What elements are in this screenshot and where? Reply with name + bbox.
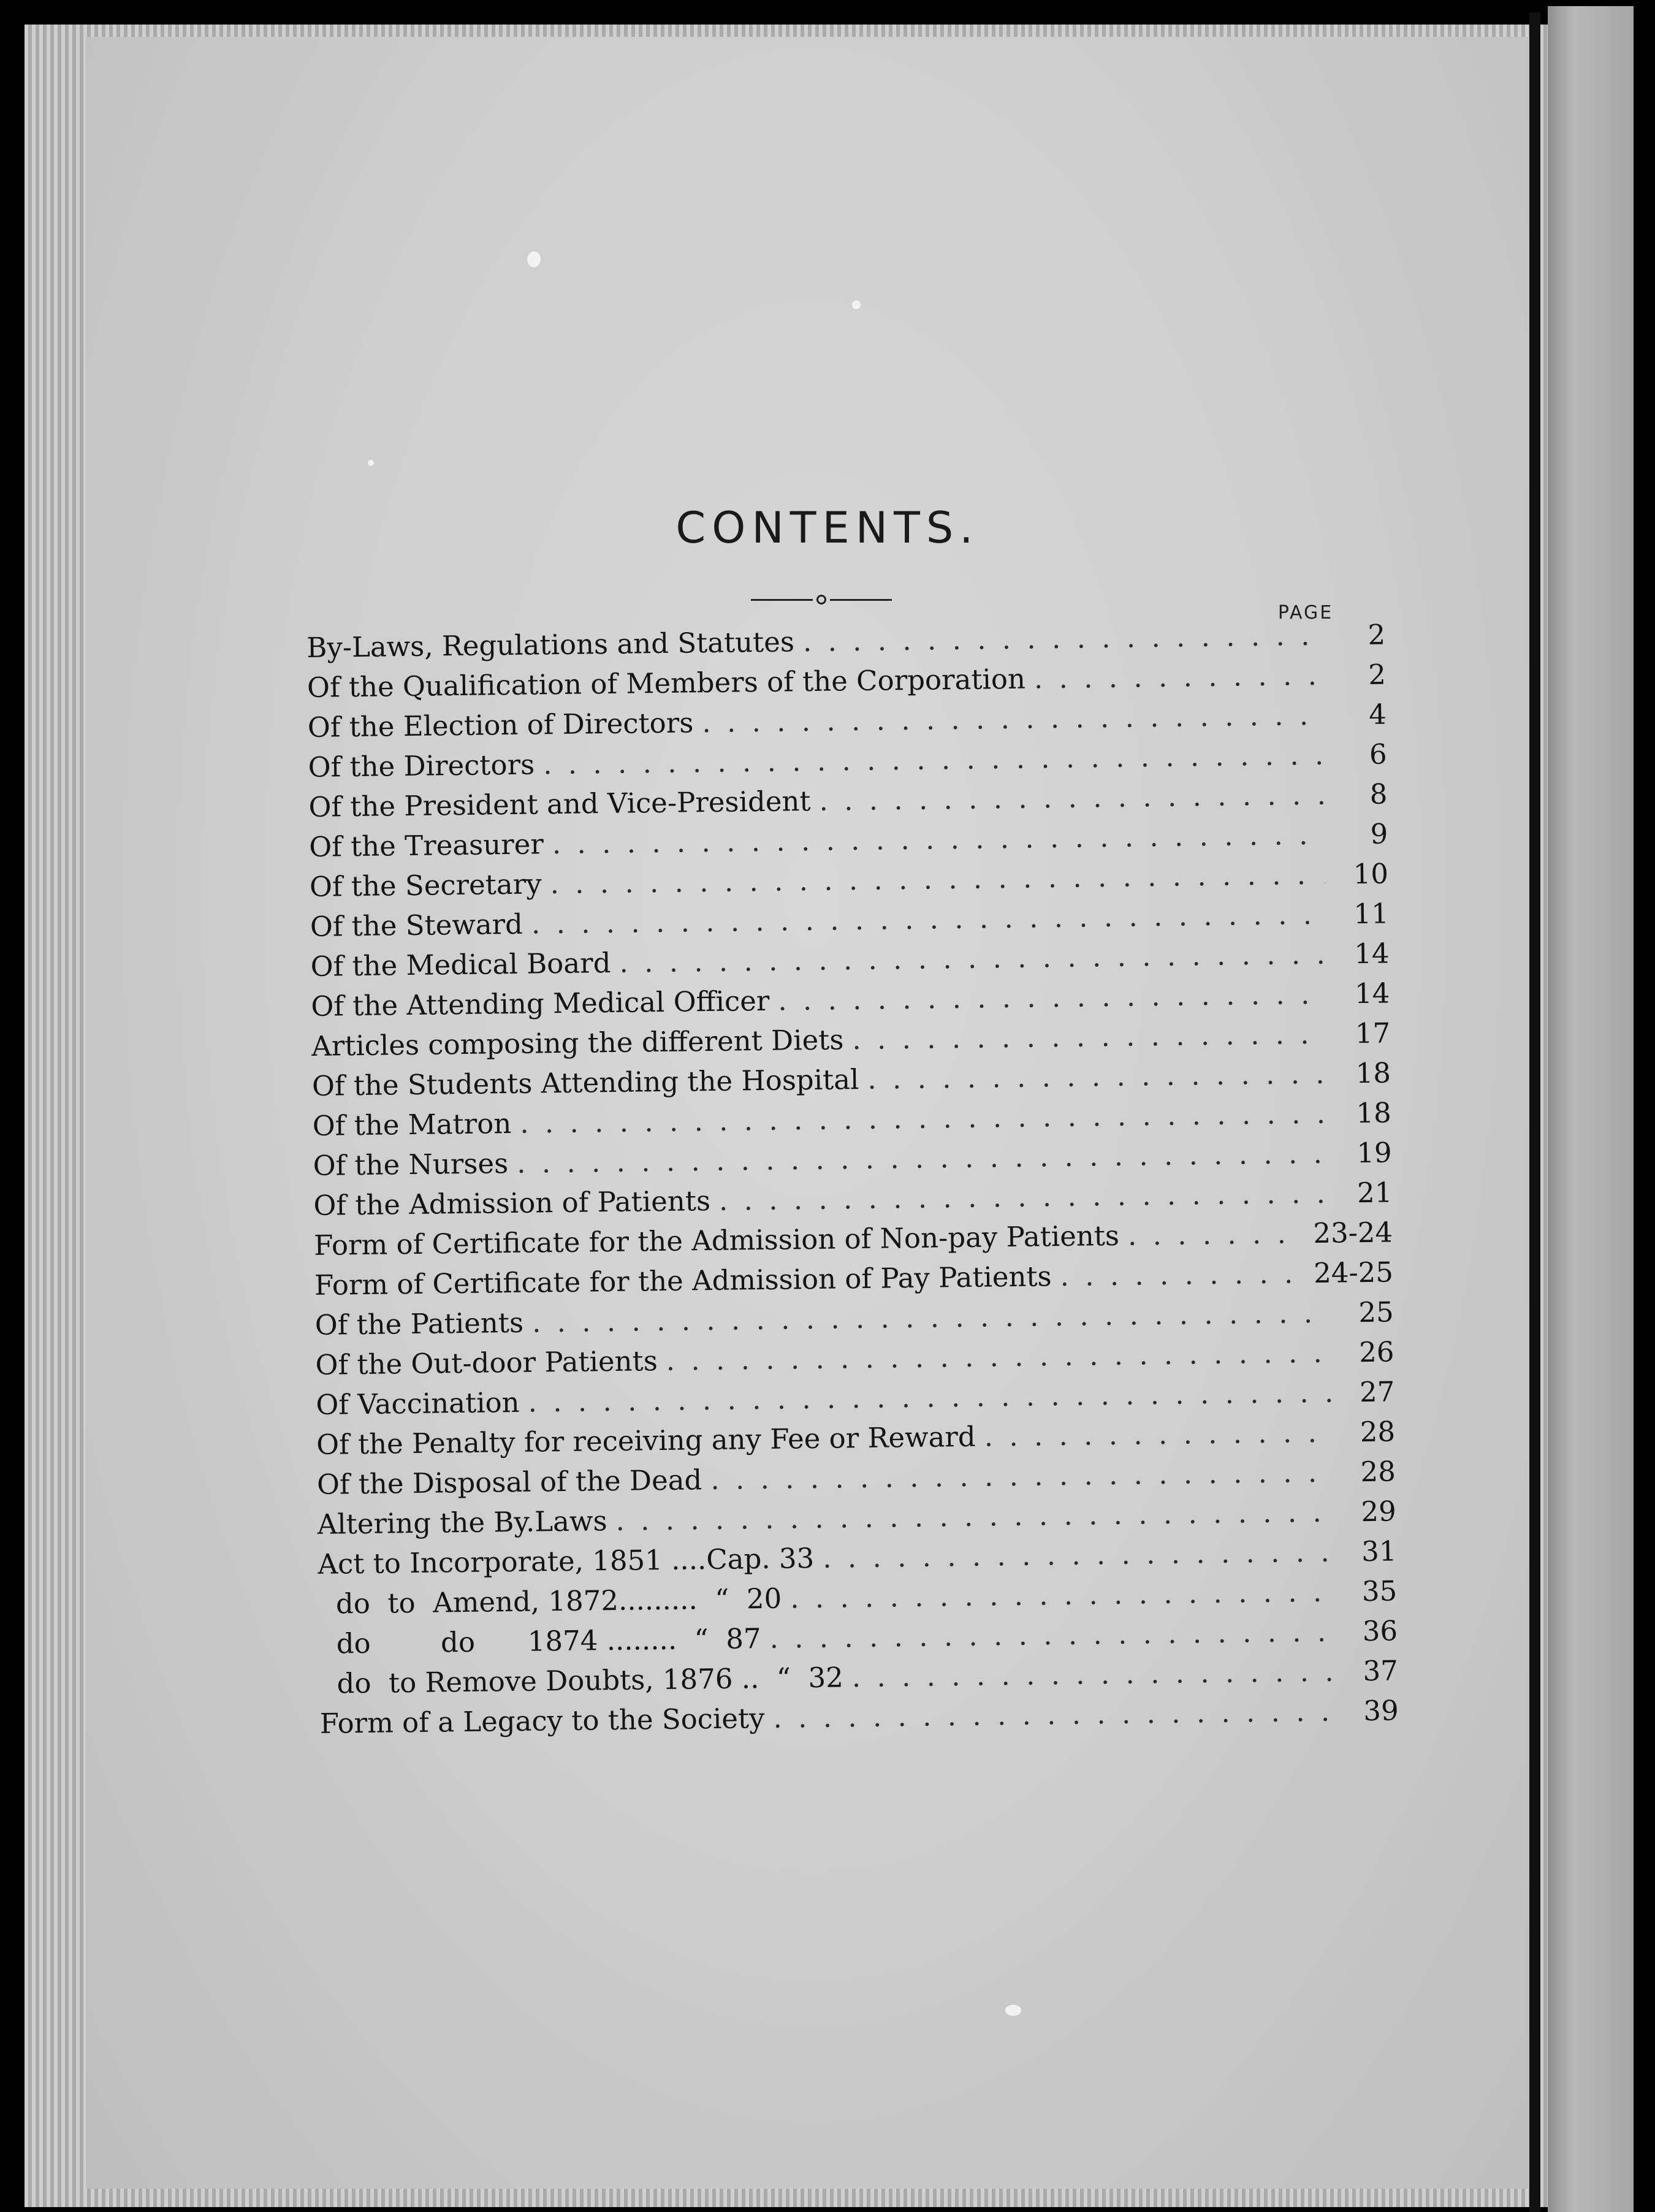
toc-entry-title: Form of Certificate for the Admission of Pay Patients (314, 1260, 1052, 1302)
toc-entry-page: 21 (1356, 1176, 1393, 1210)
dot-leader (984, 1416, 1331, 1453)
toc-entry-page: 2 (1368, 618, 1386, 651)
dot-leader (823, 1536, 1333, 1574)
toc-entry-page: 27 (1359, 1375, 1395, 1409)
ornament-rule-right (830, 599, 892, 601)
toc-entry-title: do to Remove Doubts, 1876 .. “ 32 (319, 1661, 844, 1700)
toc-entry-page: 26 (1358, 1335, 1394, 1369)
toc-entry-title: Of the President and Vice-President (308, 784, 811, 823)
ornament-rule-left (751, 599, 813, 601)
toc-entry-title: Of the Secretary (309, 868, 542, 903)
toc-entry-title: Of the Students Attending the Hospital (311, 1063, 859, 1102)
dot-leader (790, 1576, 1334, 1615)
toc-entry-page: 36 (1362, 1614, 1398, 1648)
toc-entry-title: Of the Disposal of the Dead (316, 1463, 702, 1501)
toc-entry-title: Of the Matron (312, 1107, 512, 1142)
toc-entry-page: 24-25 (1313, 1256, 1394, 1290)
toc-entry-page: 14 (1354, 977, 1390, 1010)
toc-entry-title: Act to Incorporate, 1851 ....Cap. 33 (318, 1541, 815, 1581)
toc-entry-title: Form of Certificate for the Admission of Non-pay Patients (313, 1219, 1120, 1262)
toc-entry-title: Of the Patients (314, 1306, 524, 1341)
dot-leader (719, 1177, 1329, 1217)
dot-leader (852, 1018, 1326, 1056)
title-ornament (751, 587, 892, 612)
toc-entry-page: 2 (1368, 658, 1387, 691)
paper-speck (368, 460, 374, 466)
toc-entry-page: 10 (1353, 857, 1389, 891)
toc-entry-page: 17 (1355, 1016, 1391, 1050)
toc-entry-title: By-Laws, Regulations and Statutes (306, 625, 795, 664)
toc-entry-page: 29 (1361, 1495, 1396, 1528)
toc-entry-page: 18 (1355, 1056, 1391, 1090)
dot-leader (773, 1695, 1335, 1734)
toc-entry-title: Of the Medical Board (310, 946, 611, 983)
dot-leader (819, 779, 1324, 817)
toc-entry-title: Of the Election of Directors (307, 706, 694, 744)
dot-leader (1034, 659, 1323, 695)
toc-entry-page: 18 (1356, 1096, 1392, 1130)
dot-leader (769, 1615, 1334, 1655)
toc-entry-page: 19 (1356, 1136, 1392, 1170)
dot-leader (803, 619, 1322, 658)
toc-entry-title: Of the Treasurer (308, 828, 544, 863)
toc-entry-title: do to Amend, 1872......... “ 20 (318, 1582, 782, 1620)
paper-speck (527, 251, 541, 267)
toc-entry-page: 28 (1360, 1455, 1396, 1489)
toc-entry-title: Of the Directors (308, 748, 535, 784)
dot-leader (867, 1058, 1327, 1096)
toc-entry-title: do do 1874 ........ “ 87 (318, 1622, 761, 1660)
table-of-contents (306, 618, 1399, 1747)
toc-entry-page: 4 (1368, 698, 1387, 731)
toc-entry-page: 31 (1361, 1535, 1397, 1568)
toc-entry-page: 6 (1369, 738, 1387, 771)
toc-entry-title: Of the Nurses (313, 1147, 509, 1182)
toc-entry-page: 35 (1361, 1574, 1398, 1608)
toc-entry-title: Form of a Legacy to the Society (319, 1702, 765, 1740)
page-title: CONTENTS. (675, 503, 980, 553)
toc-entry-page: 9 (1370, 817, 1388, 850)
toc-entry-title: Of the Qualification of Members of the Corporation (306, 662, 1026, 704)
dot-leader (1128, 1217, 1305, 1252)
toc-entry-title: Of the Admission of Patients (313, 1184, 711, 1222)
toc-entry-page: 39 (1363, 1694, 1399, 1728)
toc-entry-title: Altering the By.Laws (317, 1505, 607, 1541)
page-column-header: PAGE (1277, 602, 1334, 624)
toc-entry-title: Of the Steward (310, 907, 523, 943)
adjacent-page (1548, 6, 1634, 2212)
paper-speck (1005, 2005, 1021, 2016)
dot-leader (778, 978, 1326, 1017)
toc-entry-page: 11 (1353, 897, 1390, 931)
ornament-circle (816, 595, 826, 604)
toc-entry-title: Of the Penalty for receiving any Fee or Reward (316, 1420, 976, 1461)
toc-entry-title: Of the Out-door Patients (315, 1344, 658, 1381)
dot-leader (851, 1655, 1334, 1694)
dot-leader (1060, 1257, 1305, 1292)
toc-entry-title: Of Vaccination (316, 1386, 520, 1421)
dot-leader (710, 1456, 1332, 1496)
dot-leader (702, 699, 1323, 739)
page-gutter (1529, 12, 1540, 2212)
toc-entry-title: Of the Attending Medical Officer (311, 984, 770, 1023)
toc-entry-page: 8 (1369, 777, 1388, 810)
toc-entry-title: Articles composing the different Diets (311, 1023, 844, 1062)
toc-entry-page: 23-24 (1313, 1216, 1393, 1250)
paper-speck (852, 300, 861, 309)
toc-entry-page: 25 (1358, 1295, 1394, 1329)
toc-entry-page: 28 (1360, 1415, 1396, 1449)
toc-entry-page: 14 (1353, 937, 1390, 971)
toc-entry-page: 37 (1363, 1654, 1399, 1688)
